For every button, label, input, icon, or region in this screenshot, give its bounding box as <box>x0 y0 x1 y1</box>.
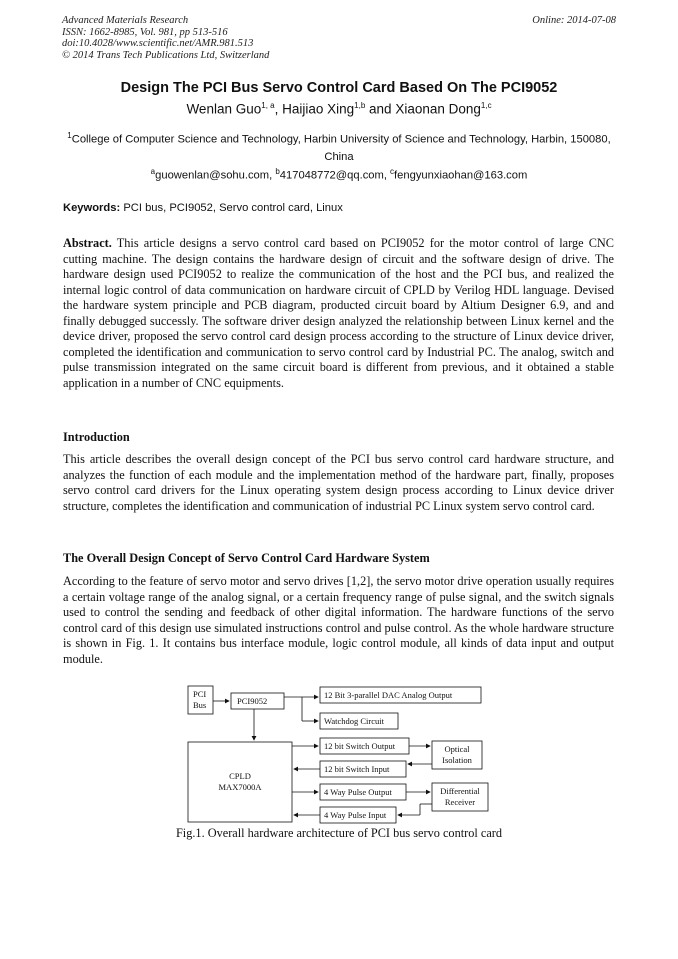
keywords-text: PCI bus, PCI9052, Servo control card, Linux <box>123 202 343 214</box>
dac-label: 12 Bit 3-parallel DAC Analog Output <box>324 690 453 700</box>
email-c: fengyunxiaohan@163.com <box>394 169 528 182</box>
author-1-sup: 1, a <box>261 101 275 110</box>
online-date: Online: 2014-07-08 <box>532 15 616 26</box>
email-b: 417048772@qq.com <box>279 169 384 182</box>
copyright-line: © 2014 Trans Tech Publications Ltd, Switzerland <box>62 49 270 61</box>
pulse-out-label: 4 Way Pulse Output <box>324 787 392 797</box>
author-2: Haijiao Xing <box>282 101 355 117</box>
optical-label-2: Isolation <box>442 755 472 765</box>
doi-line: doi:10.4028/www.scientific.net/AMR.981.513 <box>62 38 254 50</box>
email-a: guowenlan@sohu.com <box>155 169 270 182</box>
intro-heading: Introduction <box>63 430 130 444</box>
differential-label-2: Receiver <box>444 797 476 807</box>
intro-text: This article describes the overall design concept of the PCI bus servo control card hardware structure, and analyzes the function of each module and the implementation method of the hardware part, finally, proposes servo control card drivers for the Linux operating system design process according to Linux device driver structure, completes the identification and communication of industrial PC Linux system servo control card. <box>63 452 614 513</box>
author-separator: and <box>365 101 396 117</box>
author-3-sup: 1,c <box>480 101 492 110</box>
cpld-label-1: CPLD <box>229 771 251 781</box>
watchdog-label: Watchdog Circuit <box>324 716 384 726</box>
keywords-label: Keywords: <box>63 202 121 214</box>
cpld-label-2: MAX7000A <box>218 782 262 792</box>
figure-1-diagram <box>0 684 678 824</box>
paper-title: Design The PCI Bus Servo Control Card Based On The PCI9052 <box>120 80 558 96</box>
email-list <box>0 167 678 182</box>
optical-label-1: Optical <box>444 744 470 754</box>
section2-heading: The Overall Design Concept of Servo Control Card Hardware System <box>63 551 430 565</box>
journal-name: Advanced Materials Research <box>62 15 189 26</box>
author-separator: , <box>274 101 283 117</box>
section2-text: According to the feature of servo motor and servo drives [1,2], the servo motor drive operation usually requires a certain voltage range of the analog signal, or a certain frequency range of pulse signal, and the switch signals used to control the sending and feedback of other digital information. The hardware functions of the servo control card of this design use simulated instructions control and pulse control. As the whole hardware structure is shown in Fig. 1. It contains bus interface module, logic control module, all kinds of data input and output module. <box>63 574 614 666</box>
author-2-sup: 1,b <box>354 101 366 110</box>
issn-line: ISSN: 1662-8985, Vol. 981, pp 513-516 <box>62 26 228 38</box>
email-separator: , <box>383 169 391 182</box>
switch-out-label: 12 bit Switch Output <box>324 741 396 751</box>
figure-caption: Fig.1. Overall hardware architecture of PCI bus servo control card <box>175 826 503 840</box>
affiliation <box>62 127 616 166</box>
journal-header <box>62 15 269 61</box>
affiliation-sup: 1 <box>67 131 72 140</box>
switch-in-label: 12 bit Switch Input <box>324 764 390 774</box>
author-3: Xiaonan Dong <box>395 101 481 117</box>
abstract-label: Abstract. <box>63 236 112 250</box>
email-a-sup: a <box>150 167 156 176</box>
author-1: Wenlan Guo <box>186 101 262 117</box>
author-list <box>0 101 678 117</box>
differential-label-1: Differential <box>440 786 480 796</box>
pci9052-label: PCI9052 <box>237 696 268 706</box>
email-b-sup: b <box>275 167 280 176</box>
abstract <box>63 236 614 391</box>
keywords <box>63 202 343 214</box>
email-separator: , <box>269 169 276 182</box>
pulse-in-label: 4 Way Pulse Input <box>324 810 387 820</box>
pci-bus-label-2: Bus <box>193 700 207 710</box>
pci-bus-label-1: PCI <box>193 689 207 699</box>
affiliation-text: College of Computer Science and Technology, Harbin University of Science and Technology, Harbin, 150080, China <box>71 133 611 163</box>
email-c-sup: c <box>390 167 395 176</box>
abstract-text: This article designs a servo control card based on PCI9052 for the motor control of large CNC cutting machine. The design contains the hardware design of circuit and the software design of drive. The hardware design used PCI9052 to realize the communication of the host and the PCI bus, and realized the internal logic control of data communication on hardware circuit of CPLD by Verilog HDL language. Devised the hardware system principle and PCB diagram, producted circuit board by Altium Designer 6.9, and and finally debugged successly. The software driver design analyzed the relationship between Linux kernel and the device driver, proposed the servo control card design process according to the structure of Linux device driver, completed the identification and communication to servo control card by Industrial PC. The analog, switch and pulse transmission integrated on the same circuit board is different from previous, and it obtained a stable application in a number of CNC equipments. <box>63 236 614 390</box>
